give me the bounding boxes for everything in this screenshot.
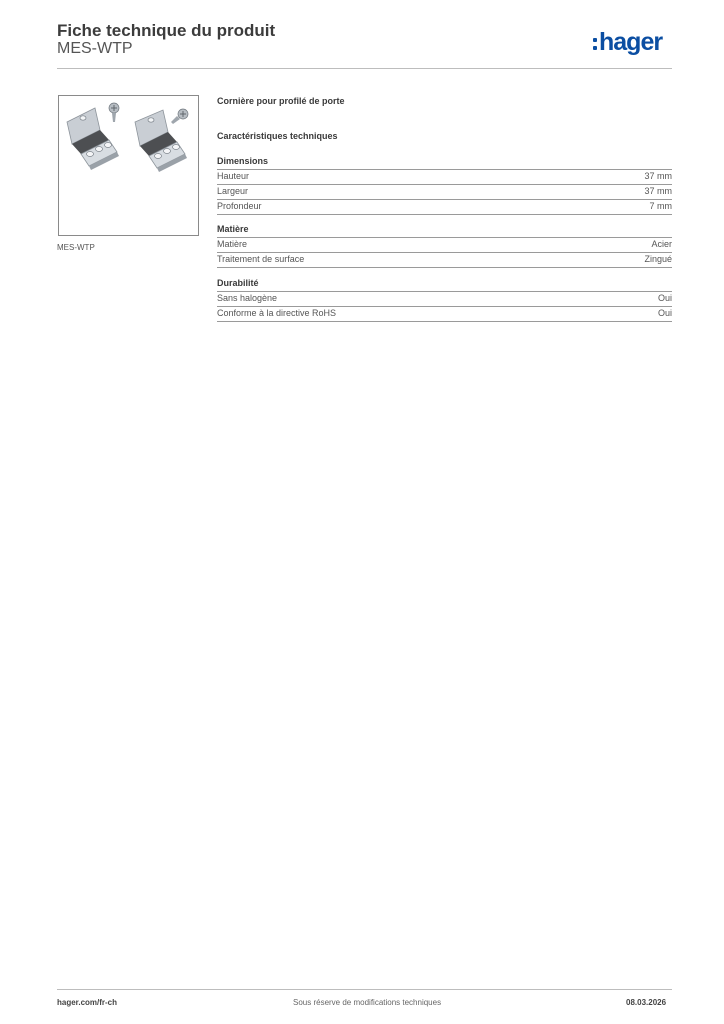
spec-row: [217, 292, 672, 307]
logo-text: hager: [599, 28, 663, 56]
spec-group-title: Matière: [217, 223, 672, 238]
product-code: MES-WTP: [57, 40, 133, 57]
spec-row: [217, 200, 672, 215]
spec-value: Zingué: [644, 254, 672, 264]
footer-date: 08.03.2026: [626, 998, 667, 1007]
spec-label: Largeur: [217, 186, 249, 196]
spec-value: 7 mm: [649, 201, 672, 211]
spec-row: [217, 238, 672, 253]
spec-value: Acier: [651, 239, 672, 249]
spec-group-title: Durabilité: [217, 277, 672, 292]
spec-value: Oui: [657, 308, 672, 318]
logo-dots-icon: [593, 38, 597, 50]
spec-group-title: Dimensions: [217, 155, 672, 170]
product-description: Cornière pour profilé de porte: [217, 96, 345, 106]
header-divider: [57, 68, 672, 69]
spec-value: 37 mm: [644, 171, 672, 181]
spec-label: Sans halogène: [217, 293, 278, 303]
spec-value: 37 mm: [644, 186, 672, 196]
footer-website-link[interactable]: hager.com/fr-ch: [57, 998, 118, 1007]
page-title: Fiche technique du produit: [57, 21, 276, 40]
spec-group-material: [217, 223, 672, 268]
spec-label: Traitement de surface: [217, 254, 305, 264]
corner-bracket-icon: [59, 96, 198, 235]
image-caption: MES-WTP: [57, 243, 95, 252]
spec-label: Matière: [217, 239, 248, 249]
spec-group-durability: [217, 277, 672, 322]
spec-label: Conforme à la directive RoHS: [217, 308, 337, 318]
spec-row: [217, 170, 672, 185]
spec-value: Oui: [657, 293, 672, 303]
specs-heading: Caractéristiques techniques: [217, 131, 338, 141]
product-image: [58, 95, 199, 236]
spec-label: Hauteur: [217, 171, 250, 181]
spec-label: Profondeur: [217, 201, 262, 211]
spec-group-dimensions: [217, 155, 672, 215]
spec-row: [217, 307, 672, 322]
footer-disclaimer: Sous réserve de modifications techniques: [293, 998, 442, 1007]
footer-divider: [57, 989, 672, 990]
spec-row: [217, 253, 672, 268]
hager-logo[interactable]: [593, 28, 662, 56]
spec-row: [217, 185, 672, 200]
